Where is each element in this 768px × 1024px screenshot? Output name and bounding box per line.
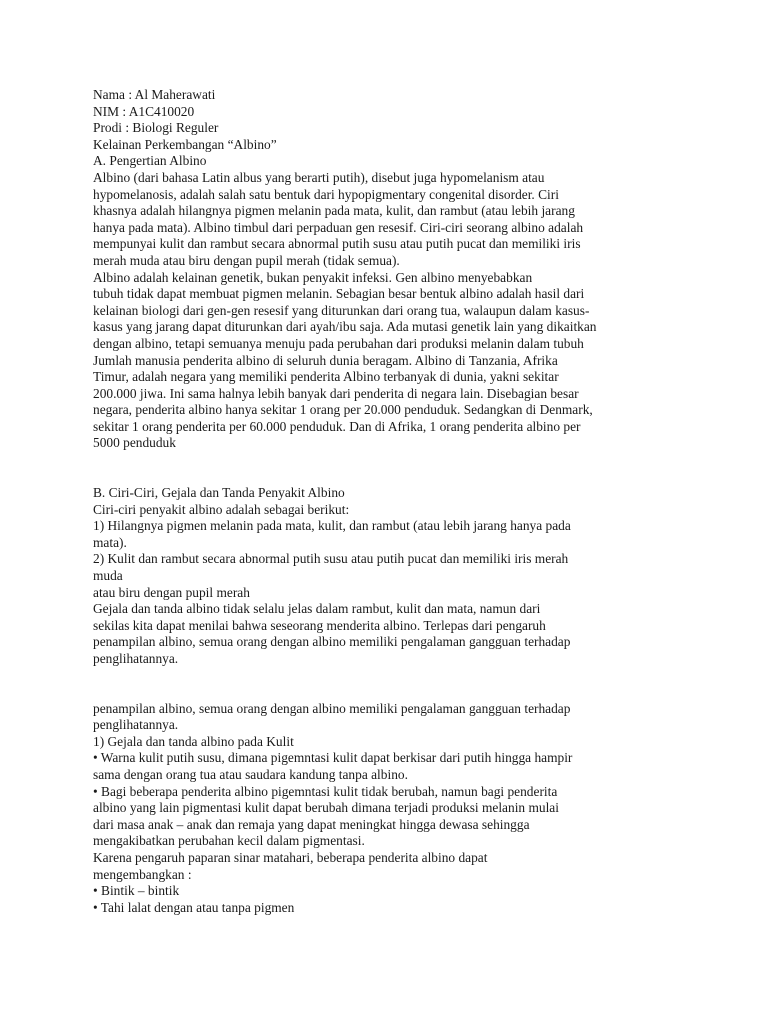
text-line: 1) Hilangnya pigmen melanin pada mata, kulit, dan rambut (atau lebih jarang hanya pada xyxy=(93,518,571,534)
text-line: Albino (dari bahasa Latin albus yang berarti putih), disebut juga hypomelanism atau xyxy=(93,169,545,185)
section-a xyxy=(93,153,693,452)
section-a-body xyxy=(93,170,693,452)
text-line: penglihatannya. xyxy=(93,651,179,666)
text-line: kasus yang jarang dapat diturunkan dari ayah/ibu saja. Ada mutasi genetik lain yang dikaitkan xyxy=(93,319,597,335)
student-name: Nama : Al Maherawati xyxy=(93,87,216,102)
student-id: NIM : A1C410020 xyxy=(93,103,195,119)
text-line: mempunyai kulit dan rambut secara abnormal putih susu atau putih pucat dan memiliki iris xyxy=(93,236,581,252)
text-line: hypomelanosis, adalah salah satu bentuk dari hypopigmentary congenital disorder. Ciri xyxy=(93,186,559,202)
text-line: penampilan albino, semua orang dengan albino memiliki pengalaman gangguan terhadap xyxy=(93,634,571,650)
text-line: sekitar 1 orang penderita per 60.000 penduduk. Dan di Afrika, 1 orang penderita albino per xyxy=(93,418,581,434)
section-a-heading: A. Pengertian Albino xyxy=(93,153,207,169)
text-line: 200.000 jiwa. Ini sama halnya lebih banyak dari penderita di negara lain. Disebagian besar xyxy=(93,385,579,401)
text-line: 1) Gejala dan tanda albino pada Kulit xyxy=(93,733,294,749)
section-b-heading: B. Ciri-Ciri, Gejala dan Tanda Penyakit Albino xyxy=(93,485,345,501)
text-line: Gejala dan tanda albino tidak selalu jelas dalam rambut, kulit dan mata, namun dari xyxy=(93,601,541,617)
text-line: mata). xyxy=(93,534,127,550)
text-line: dari masa anak – anak dan remaja yang dapat meningkat hingga dewasa sehingga xyxy=(93,816,530,832)
text-line: penampilan albino, semua orang dengan albino memiliki pengalaman gangguan terhadap xyxy=(93,700,571,716)
text-line: Timur, adalah negara yang memiliki penderita Albino terbanyak di dunia, yakni sekitar xyxy=(93,369,559,385)
text-line: Karena pengaruh paparan sinar matahari, beberapa penderita albino dapat xyxy=(93,849,488,865)
text-line: albino yang lain pigmentasi kulit dapat berubah dimana terjadi produksi melanin mulai xyxy=(93,800,559,816)
text-line: Jumlah manusia penderita albino di seluruh dunia beragam. Albino di Tanzania, Afrika xyxy=(93,352,558,368)
text-line: muda xyxy=(93,568,123,584)
text-line: 2) Kulit dan rambut secara abnormal putih susu atau putih pucat dan memiliki iris merah xyxy=(93,551,569,567)
text-line: • Bagi beberapa penderita albino pigemntasi kulit tidak berubah, namun bagi penderita xyxy=(93,783,558,799)
text-line: mengakibatkan perubahan kecil dalam pigmentasi. xyxy=(93,833,365,849)
document-title: Kelainan Perkembangan “Albino” xyxy=(93,136,277,152)
text-line: Ciri-ciri penyakit albino adalah sebagai berikut: xyxy=(93,501,350,517)
study-program: Prodi : Biologi Reguler xyxy=(93,120,219,136)
document-page xyxy=(93,87,693,916)
text-line: negara, penderita albino hanya sekitar 1 orang per 20.000 penduduk. Sedangkan di Denmark, xyxy=(93,402,593,418)
header-block xyxy=(93,87,693,153)
text-line: • Bintik – bintik xyxy=(93,883,180,899)
spacer xyxy=(93,452,693,485)
text-line: atau biru dengan pupil merah xyxy=(93,584,250,600)
text-line: sama dengan orang tua atau saudara kandung tanpa albino. xyxy=(93,766,408,782)
spacer xyxy=(93,668,693,701)
text-line: penglihatannya. xyxy=(93,717,179,733)
section-c-body xyxy=(93,701,693,917)
text-line: hanya pada mata). Albino timbul dari perpaduan gen resesif. Ciri-ciri seorang albino adalah xyxy=(93,219,584,235)
text-line: merah muda atau biru dengan pupil merah (tidak semua). xyxy=(93,252,400,268)
text-line: • Tahi lalat dengan atau tanpa pigmen xyxy=(93,899,295,915)
text-line: sekilas kita dapat menilai bahwa seseorang menderita albino. Terlepas dari pengaruh xyxy=(93,617,546,633)
text-line: kelainan biologi dari gen-gen resesif yang diturunkan dari orang tua, walaupun dalam kasus- xyxy=(93,302,590,318)
text-line: 5000 penduduk xyxy=(93,435,176,451)
section-b-body xyxy=(93,502,693,668)
section-c xyxy=(93,701,693,917)
text-line: tubuh tidak dapat membuat pigmen melanin. Sebagian besar bentuk albino adalah hasil dari xyxy=(93,286,585,302)
text-line: mengembangkan : xyxy=(93,866,192,882)
text-line: khasnya adalah hilangnya pigmen melanin pada mata, kulit, dan rambut (atau lebih jarang xyxy=(93,203,575,219)
text-line: • Warna kulit putih susu, dimana pigemntasi kulit dapat berkisar dari putih hingga hampir xyxy=(93,750,573,766)
text-line: Albino adalah kelainan genetik, bukan penyakit infeksi. Gen albino menyebabkan xyxy=(93,269,533,285)
text-line: dengan albino, tetapi semuanya menuju pada perubahan dari produksi melanin dalam tubuh xyxy=(93,335,584,351)
section-b xyxy=(93,485,693,668)
